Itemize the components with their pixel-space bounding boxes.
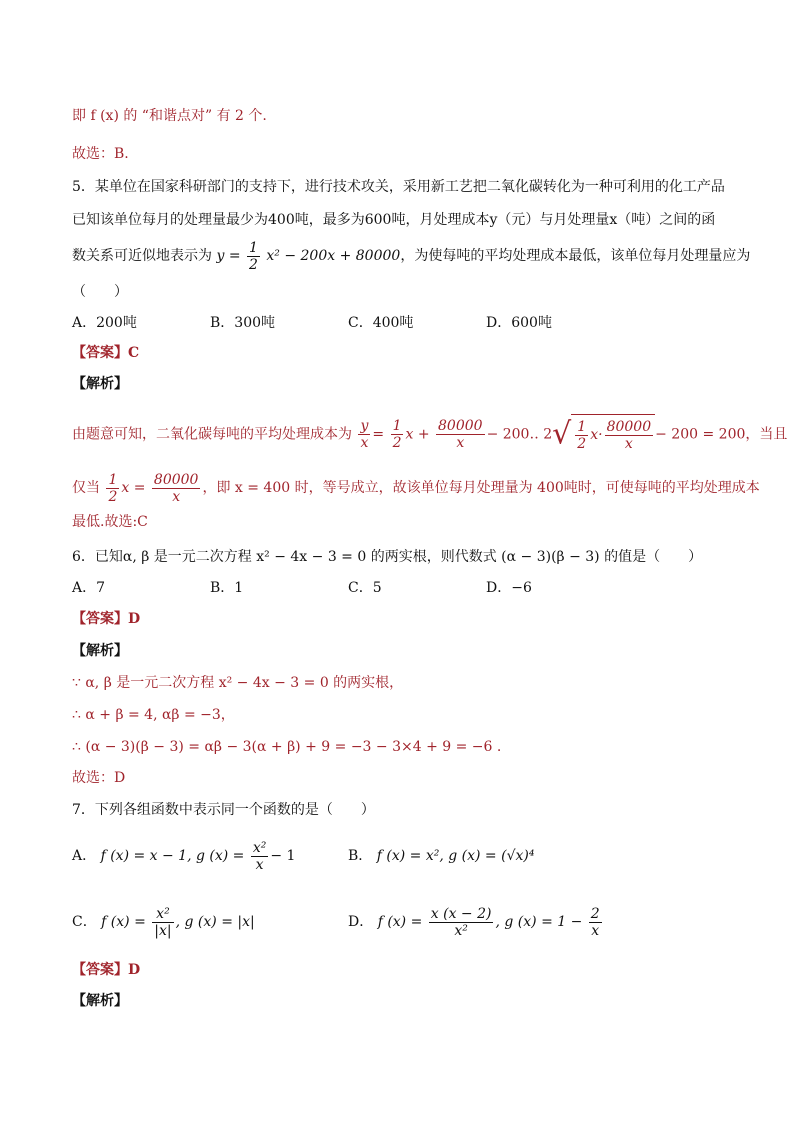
q5-stem3-b: ，为使每吨的平均处理成本最低，该单位每月处理量应为	[400, 248, 751, 264]
frac-den: 2	[249, 256, 258, 273]
q5-sol2-b: ，即 x = 400 时，等号成立，故该单位每月处理量为 400吨时，可使每吨的平均处理成本	[202, 480, 760, 496]
q7-option-b	[348, 846, 534, 866]
q7-option-c-tail: , g (x) = |x|	[175, 914, 255, 930]
q6-choose: 故选：D	[72, 770, 126, 786]
q5-stem3-a: 数关系可近似地表示为	[72, 248, 212, 264]
q6-analysis-label: 【解析】	[72, 643, 128, 659]
q5-sqrt-80000	[605, 419, 654, 452]
frac-num: 2	[590, 905, 600, 922]
q7-c-frac	[152, 906, 173, 939]
q5-y-var: y	[216, 248, 225, 264]
q5-80000-over-x-2	[152, 472, 201, 505]
frac-den: x	[456, 435, 465, 451]
q5-analysis-label: 【解析】	[72, 376, 128, 392]
q7-option-d-label: D．	[348, 914, 374, 930]
q5-option-d: D．600吨	[486, 315, 552, 331]
q7-option-a-expr: f (x) = x − 1, g (x) =	[100, 848, 245, 864]
q7-option-d-tail: , g (x) = 1 −	[495, 914, 583, 930]
q5-sol1-a: 由题意可知，二氧化碳每吨的平均处理成本为	[72, 426, 352, 443]
q7-option-c-label: C．	[72, 914, 97, 930]
q7-option-c-expr: f (x) =	[101, 914, 146, 930]
q5-option-b: B．300吨	[210, 315, 276, 331]
q5-solution-line2	[72, 468, 760, 508]
q5-option-a: A．200吨	[72, 315, 137, 331]
frac-num: 80000	[153, 471, 199, 488]
frac-num: 1	[249, 239, 258, 256]
q6-option-d: D．−6	[486, 580, 532, 596]
q7-option-a	[72, 836, 295, 876]
q5-eq-x: x =	[121, 480, 146, 496]
frac-num: 80000	[606, 418, 652, 435]
q5-sol1-c: − 200‥ 2	[486, 426, 553, 443]
q7-option-a-tail: − 1	[270, 848, 296, 864]
frac-num: x²	[152, 906, 173, 923]
q4-conclusion: 即 f (x) 的 “和谐点对” 有 2 个.	[72, 108, 267, 124]
q7-analysis-label: 【解析】	[72, 993, 128, 1009]
q5-solution-line1: 由题意可知，二氧化碳每吨的平均处理成本为 $\frac{y}{x}$ = $\frac{1}{2}$ x + $\frac{80000}{x}$ − 200‥ 2√ $\frac{1}{2}$ x· $\frac{80000}{x}$ − 200 = 200，当且	[72, 414, 787, 455]
q6-option-b: B．1	[210, 580, 244, 596]
q7-option-d	[348, 902, 604, 942]
q6-option-a: A．7	[72, 580, 106, 596]
q6-solution-line3: ∴ (α − 3)(β − 3) = αβ − 3(α + β) + 9 = −3 − 3×4 + 9 = −6 .	[72, 739, 502, 755]
q5-equation: x² − 200x + 80000	[266, 248, 401, 264]
frac-den: x	[172, 488, 181, 505]
frac-den: 2	[108, 488, 118, 505]
frac-num: 80000	[438, 418, 483, 434]
q7-option-d-expr: f (x) =	[377, 914, 423, 930]
q7-option-c	[72, 902, 255, 942]
q5-sqrt-x: x·	[590, 427, 603, 443]
frac-num: 1	[392, 418, 402, 434]
frac-num: y	[360, 418, 369, 434]
q5-y-over-x	[358, 418, 370, 451]
frac-num: x (x − 2)	[430, 905, 492, 922]
q5-answer: 【答案】C	[72, 345, 140, 361]
frac-den: x²	[454, 922, 468, 939]
q7-option-b-expr: f (x) = x², g (x) = (√x)⁴	[376, 848, 535, 864]
q4-choose: 故选：B.	[72, 146, 129, 162]
frac-num: 1	[108, 471, 118, 488]
frac-den: x	[624, 435, 633, 452]
q6-option-c: C．5	[348, 580, 382, 596]
q5-80000-over-x	[436, 418, 485, 451]
frac-den: x	[360, 435, 369, 451]
sqrt-icon: √	[552, 416, 572, 452]
q6-stem: 6．已知α, β 是一元二次方程 x² − 4x − 3 = 0 的两实根，则代数式 (α − 3)(β − 3) 的值是（ ）	[72, 549, 703, 565]
q5-half-frac	[247, 240, 260, 273]
frac-den: 2	[577, 435, 587, 452]
frac-den: 2	[392, 435, 402, 451]
q6-answer: 【答案】D	[72, 611, 141, 627]
q7-a-frac	[251, 840, 269, 873]
q7-d-frac2	[589, 906, 602, 939]
frac-den: |x|	[154, 922, 172, 939]
q5-stem-line3: 数关系可近似地表示为 y = $\frac{1}{2}$ x² − 200x + 80000，为使每吨的平均处理成本最低，该单位每月处理量应为	[72, 239, 751, 273]
frac-den: x	[255, 856, 264, 873]
q5-option-c: C．400吨	[348, 315, 414, 331]
q7-d-frac	[429, 906, 494, 939]
q5-sqrt-body	[571, 414, 655, 455]
q5-stem-line2: 已知该单位每月的处理量最少为400吨，最多为600吨，月处理成本y（元）与月处理量x（吨）之间的函	[72, 212, 716, 228]
frac-num: 1	[577, 418, 587, 435]
q6-solution-line1: ∵ α, β 是一元二次方程 x² − 4x − 3 = 0 的两实根，	[72, 675, 404, 691]
q5-stem-line1: 5．某单位在国家科研部门的支持下，进行技术攻关，采用新工艺把二氧化碳转化为一种可利用的化工产品	[72, 179, 725, 195]
q5-solution-line3: 最低.故选:C	[72, 514, 148, 530]
frac-den: x	[591, 922, 600, 939]
q7-stem: 7．下列各组函数中表示同一个函数的是（ ）	[72, 802, 375, 818]
frac-num: x²	[252, 839, 267, 856]
q5-sol2-a: 仅当	[72, 480, 100, 496]
q5-sol1-b: x +	[405, 426, 430, 443]
q5-sol1-d: − 200 = 200，当且	[655, 426, 788, 443]
q7-option-a-label: A．	[72, 848, 97, 864]
q5-sqrt-half	[575, 419, 588, 452]
q5-paren: （ ）	[72, 284, 128, 300]
q7-answer: 【答案】D	[72, 962, 141, 978]
q6-solution-line2: ∴ α + β = 4, αβ = −3，	[72, 707, 235, 723]
q5-half2	[106, 472, 119, 505]
q5-half	[391, 418, 404, 451]
q7-option-b-label: B．	[348, 848, 373, 864]
